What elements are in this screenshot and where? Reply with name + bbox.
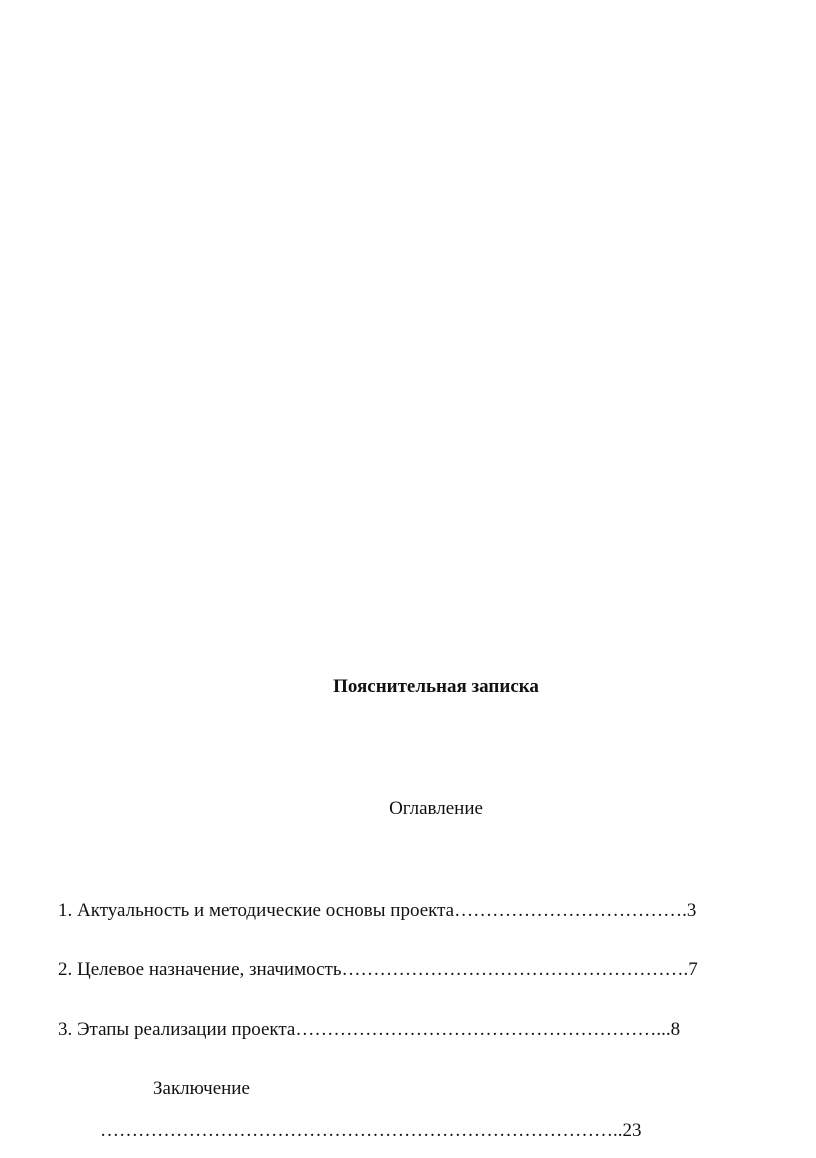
toc-item-2: 2. Целевое назначение, значимость……………………………………………….7 xyxy=(58,959,698,980)
document-title: Пояснительная записка xyxy=(333,676,539,697)
toc-item-conclusion-leader: ………………………………………………………………………..23 xyxy=(100,1120,642,1141)
toc-item-3: 3. Этапы реализации проекта…………………………………………………...8 xyxy=(58,1019,681,1040)
toc-heading: Оглавление xyxy=(389,798,483,819)
toc-item-1: 1. Актуальность и методические основы проекта……………………………….3 xyxy=(58,900,697,921)
toc-item-conclusion-label: Заключение xyxy=(153,1078,250,1099)
